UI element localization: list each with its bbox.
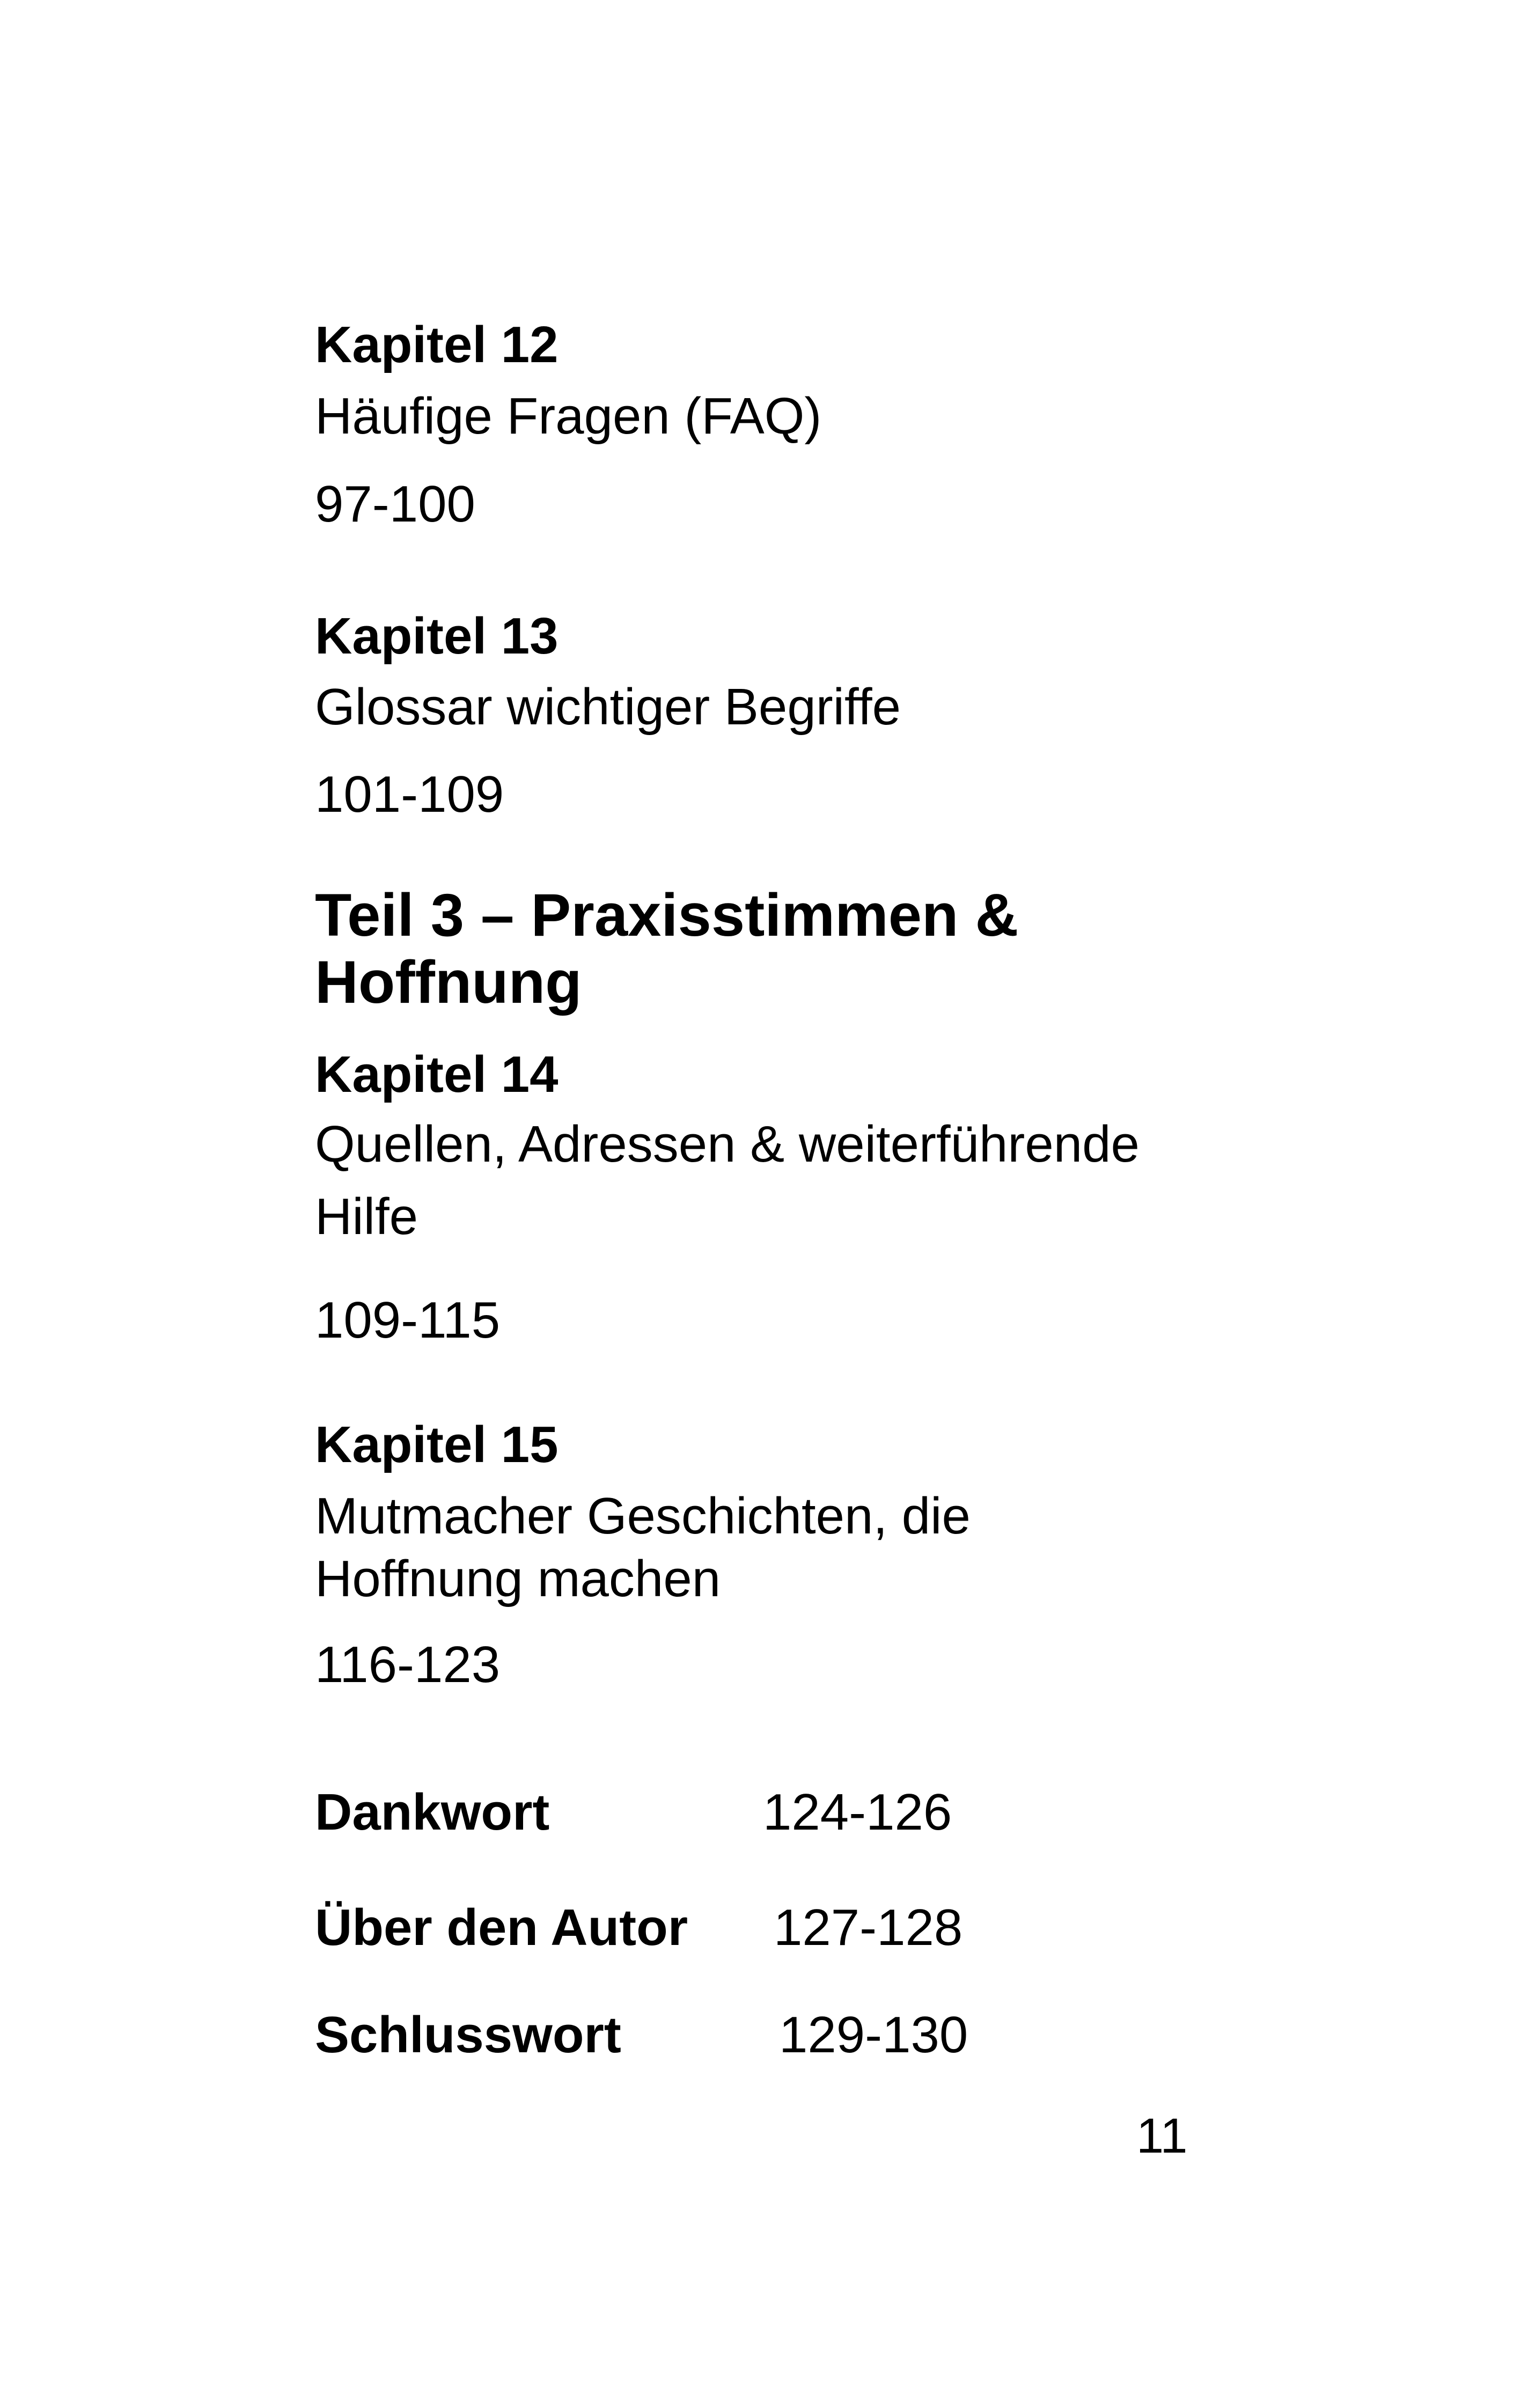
- chapter-14-title-line-2: Hilfe: [315, 1188, 418, 1245]
- dankwort-title: Dankwort: [315, 1783, 550, 1841]
- chapter-15-title-line-2: Hoffnung machen: [315, 1550, 721, 1607]
- schlusswort-pages: 129-130: [779, 2006, 968, 2064]
- chapter-15-title-line-1: Mutmacher Geschichten, die: [315, 1487, 971, 1545]
- chapter-15-pages: 116-123: [315, 1636, 501, 1693]
- chapter-12-pages: 97-100: [315, 475, 475, 533]
- chapter-12-label: Kapitel 12: [315, 316, 559, 373]
- chapter-12-title: Häufige Fragen (FAQ): [315, 387, 822, 445]
- schlusswort-title: Schlusswort: [315, 2006, 621, 2064]
- dankwort-pages: 124-126: [763, 1783, 952, 1841]
- ueber-den-autor-title: Über den Autor: [315, 1899, 688, 1956]
- ueber-den-autor-pages: 127-128: [774, 1899, 963, 1956]
- chapter-13-pages: 101-109: [315, 766, 504, 823]
- part-3-heading-line-1: Teil 3 – Praxisstimmen &: [315, 882, 1019, 949]
- part-3-heading-line-2: Hoffnung: [315, 949, 582, 1016]
- chapter-14-title-line-1: Quellen, Adressen & weiterführende: [315, 1115, 1140, 1173]
- chapter-14-label: Kapitel 14: [315, 1046, 559, 1103]
- chapter-13-title: Glossar wichtiger Begriffe: [315, 678, 901, 736]
- chapter-14-pages: 109-115: [315, 1291, 501, 1349]
- chapter-15-label: Kapitel 15: [315, 1416, 559, 1473]
- page-number: 11: [1136, 2109, 1188, 2163]
- chapter-13-label: Kapitel 13: [315, 607, 559, 665]
